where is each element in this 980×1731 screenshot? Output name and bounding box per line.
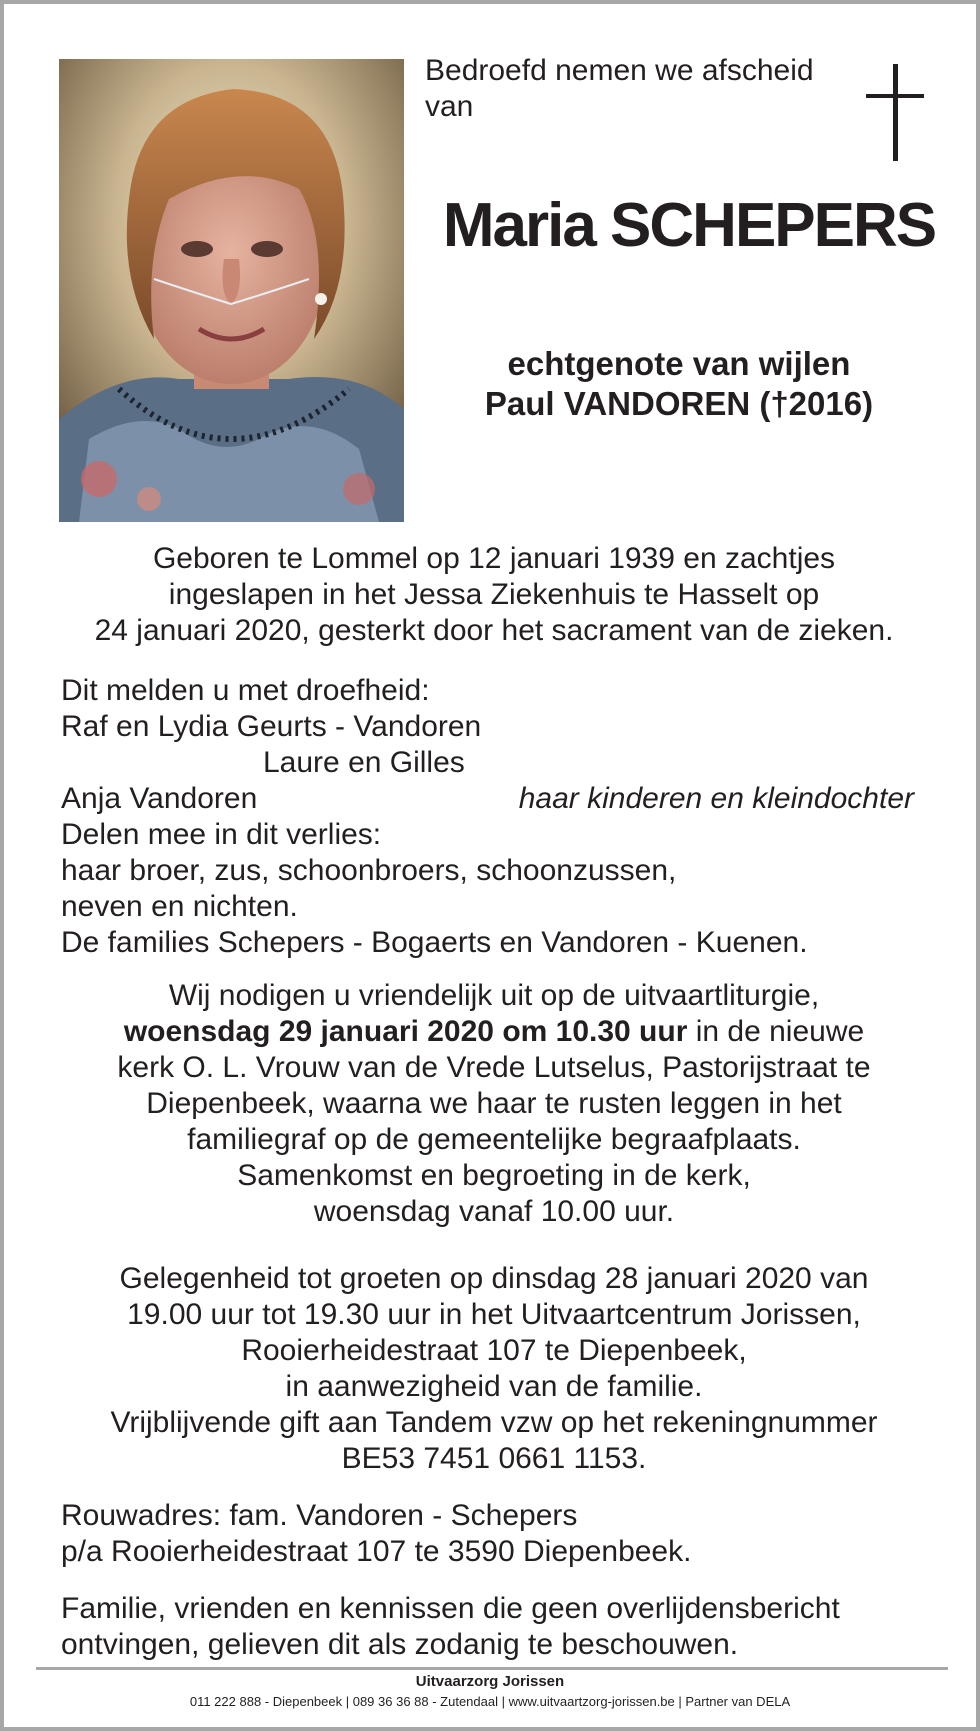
deceased-name: Maria SCHEPERS [442, 191, 936, 260]
liturgy-line-3: kerk O. L. Vrouw van de Vrede Lutselus, Pastorijstraat te [117, 1051, 871, 1084]
cross-horizontal-bar [866, 94, 924, 98]
birth-line: Geboren te Lommel op 12 januari 1939 en zachtjes [152, 542, 836, 575]
visitation-line: Rooierheidestraat 107 te Diepenbeek, [241, 1334, 747, 1367]
liturgy-line-5: familiegraf op de gemeentelijke begraafplaats. [187, 1123, 801, 1156]
family-relatives-1: haar broer, zus, schoonbroers, schoonzussen, [61, 854, 677, 887]
family-child-2: Anja Vandoren [61, 782, 258, 815]
notice-line: Familie, vrienden en kennissen die geen overlijdensbericht [61, 1592, 840, 1625]
footer-contact-info: 011 222 888 - Diepenbeek | 089 36 36 88 - Zutendaal | www.uitvaartzorg-jorissen.be | Partner van DELA [189, 1694, 791, 1709]
visitation-line: 19.00 uur tot 19.30 uur in het Uitvaartcentrum Jorissen, [127, 1298, 861, 1331]
liturgy-line-2 [44, 1014, 944, 1050]
latin-cross-icon [866, 64, 926, 164]
visitation-line: in aanwezigheid van de familie. [285, 1370, 703, 1403]
portrait-photo [59, 59, 404, 522]
family-children-row [61, 781, 941, 817]
cross-vertical-bar [893, 64, 898, 161]
liturgy-line-4: Diepenbeek, waarna we haar te rusten leggen in het [146, 1087, 842, 1120]
visitation-line: Gelegenheid tot groeten op dinsdag 28 januari 2020 van [119, 1262, 869, 1295]
spouse-block [424, 344, 934, 424]
family-child-1: Raf en Lydia Geurts - Vandoren [61, 710, 482, 743]
birth-line: ingeslapen in het Jessa Ziekenhuis te Hasselt op [168, 578, 820, 611]
family-families: De families Schepers - Bogaerts en Vandoren - Kuenen. [61, 926, 808, 959]
family-relation: haar kinderen en kleindochter [518, 782, 914, 815]
visitation-paragraph [44, 1261, 944, 1477]
visitation-line: BE53 7451 0661 1153. [341, 1442, 647, 1475]
intro-text [425, 53, 845, 125]
spouse-line-2: Paul VANDOREN (†2016) [484, 385, 874, 422]
footer-company: Uitvaarzorg Jorissen [415, 1673, 565, 1690]
address-line: Rouwadres: fam. Vandoren - Schepers [61, 1499, 578, 1532]
spouse-line-1: echtgenote van wijlen [507, 345, 851, 382]
liturgy-line-1: Wij nodigen u vriendelijk uit op de uitvaartliturgie, [168, 979, 820, 1012]
liturgy-date: woensdag 29 januari 2020 om 10.30 uur [123, 1015, 688, 1048]
family-block [61, 673, 941, 961]
liturgy-line-7: woensdag vanaf 10.00 uur. [313, 1195, 675, 1228]
mourning-address [61, 1498, 941, 1570]
family-share-intro: Delen mee in dit verlies: [61, 818, 382, 851]
liturgy-paragraph [44, 978, 944, 1230]
intro-line-2: van [425, 90, 474, 123]
intro-line-1: Bedroefd nemen we afscheid [425, 54, 814, 87]
notice-paragraph [61, 1591, 941, 1663]
family-announce: Dit melden u met droefheid: [61, 674, 430, 707]
visitation-line: Vrijblijvende gift aan Tandem vzw op het rekeningnummer [110, 1406, 878, 1439]
portrait-image [59, 59, 404, 522]
family-grandchild: Laure en Gilles [263, 746, 465, 779]
notice-line: ontvingen, gelieven dit als zodanig te beschouwen. [61, 1628, 739, 1661]
footer-divider [36, 1667, 948, 1670]
liturgy-line-6: Samenkomst en begroeting in de kerk, [237, 1159, 751, 1192]
family-relatives-2: neven en nichten. [61, 890, 298, 923]
birth-line: 24 januari 2020, gesterkt door het sacrament van de zieken. [94, 614, 894, 647]
birth-paragraph [44, 541, 944, 649]
address-line: p/a Rooierheidestraat 107 te 3590 Diepenbeek. [61, 1535, 692, 1568]
liturgy-line-2-rest: in de nieuwe [687, 1015, 865, 1048]
